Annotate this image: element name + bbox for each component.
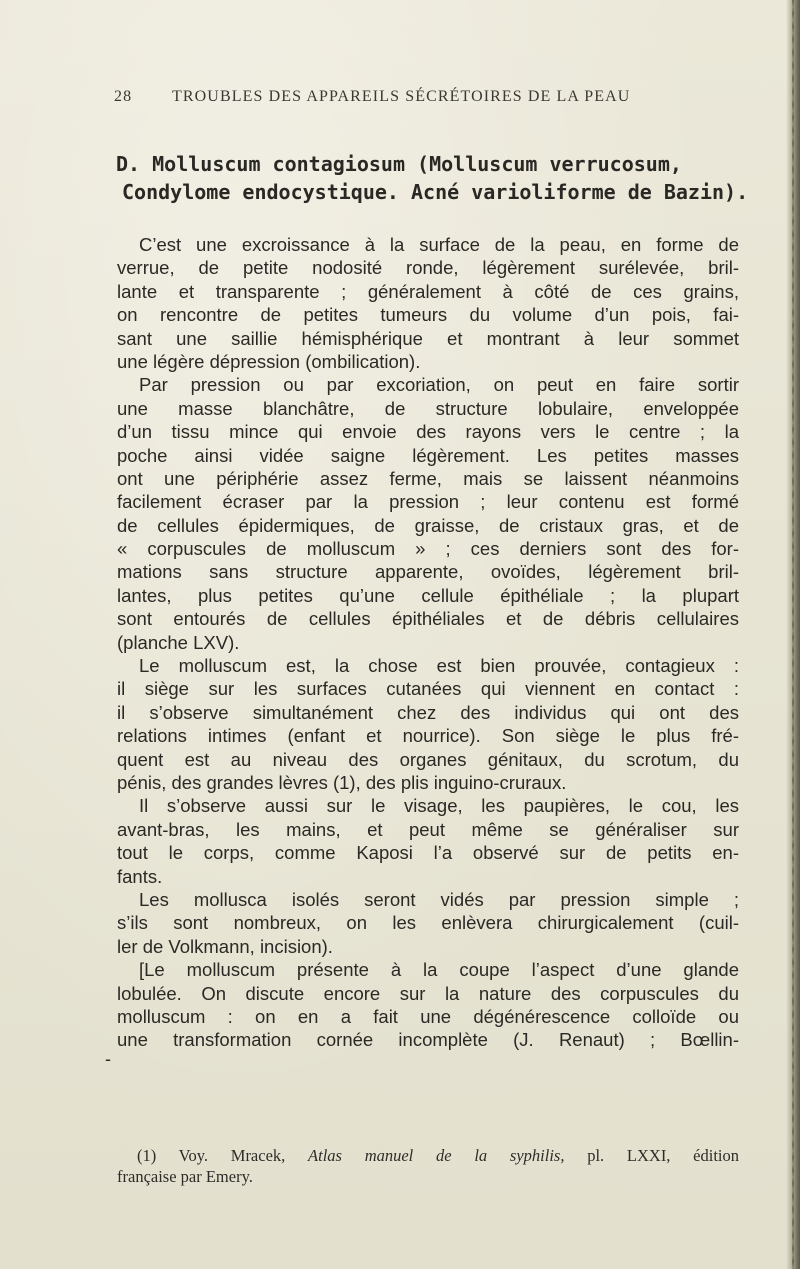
text-line: Les mollusca isolés seront vidés par pression simple ; bbox=[139, 888, 739, 910]
footnote-line-2: française par Emery. bbox=[117, 1167, 253, 1186]
text-line: ler de Volkmann, incision). bbox=[117, 935, 333, 957]
text-line: il s’observe simultanément chez des individus qui ont des bbox=[117, 701, 739, 723]
text-line: d’un tissu mince qui envoie des rayons vers le centre ; la bbox=[117, 421, 739, 443]
text-line: poche ainsi vidée saigne légèrement. Les petites masses bbox=[117, 444, 739, 466]
text-line: on rencontre de petites tumeurs du volume d’un pois, fai- bbox=[117, 304, 739, 326]
running-head bbox=[114, 88, 704, 112]
section-title bbox=[116, 150, 749, 206]
body-text bbox=[117, 233, 739, 1052]
text-line: pénis, des grandes lèvres (1), des plis inguino-cruraux. bbox=[117, 771, 567, 793]
text-line: verrue, de petite nodosité ronde, légèrement surélevée, bril- bbox=[117, 257, 739, 279]
text-line: une transformation cornée incomplète (J. Renaut) ; Bœllin- bbox=[117, 1029, 739, 1051]
text-line: ont une périphérie assez ferme, mais se laissent néanmoins bbox=[117, 467, 739, 489]
text-line: facilement écraser par la pression ; leur contenu est formé bbox=[117, 491, 739, 513]
page-edge bbox=[786, 0, 800, 1269]
text-line: lantes, plus petites qu’une cellule épithéliale ; la plupart bbox=[117, 584, 739, 606]
text-line: molluscum : on en a fait une dégénérescence colloïde ou bbox=[117, 1005, 739, 1027]
text-line: mations sans structure apparente, ovoïdes, légèrement bril- bbox=[117, 561, 739, 583]
text-line: (planche LXV). bbox=[117, 631, 240, 653]
text-line: [Le molluscum présente à la coupe l’aspect d’une glande bbox=[139, 959, 739, 981]
text-line: Le molluscum est, la chose est bien prouvée, contagieux : bbox=[139, 655, 739, 677]
footnote-book-title: Atlas manuel de la syphilis, bbox=[308, 1146, 565, 1165]
text-line: une masse blanchâtre, de structure lobulaire, enveloppée bbox=[117, 397, 739, 419]
text-line: relations intimes (enfant et nourrice). Son siège le plus fré- bbox=[117, 725, 739, 747]
text-line: Par pression ou par excoriation, on peut en faire sortir bbox=[139, 374, 739, 396]
text-line: avant-bras, les mains, et peut même se généraliser sur bbox=[117, 818, 739, 840]
text-line: fants. bbox=[117, 865, 163, 887]
running-title: TROUBLES DES APPAREILS SÉCRÉTOIRES DE LA PEAU bbox=[172, 88, 631, 105]
text-line: lobulée. On discute encore sur la nature des corpuscules du bbox=[117, 982, 739, 1004]
footnote-rest: pl. LXXI, édition bbox=[587, 1146, 740, 1165]
text-line: lante et transparente ; généralement à côté de ces grains, bbox=[117, 280, 739, 302]
section-title-line-1: D. Molluscum contagiosum (Molluscum verrucosum, bbox=[116, 152, 682, 176]
section-title-line-2: Condylome endocystique. Acné varioliforme de Bazin). bbox=[122, 180, 749, 204]
text-line: « corpuscules de molluscum » ; ces derniers sont des for- bbox=[117, 538, 739, 560]
footnote-line-1 bbox=[117, 1145, 739, 1166]
text-line: de cellules épidermiques, de graisse, de cristaux gras, et de bbox=[117, 514, 739, 536]
footnote-marker: (1) Voy. Mracek, bbox=[137, 1146, 286, 1165]
text-line: une légère dépression (ombilication). bbox=[117, 350, 421, 372]
text-line: Il s’observe aussi sur le visage, les paupières, le cou, les bbox=[139, 795, 739, 817]
footnote bbox=[117, 1145, 739, 1187]
text-line: quent est au niveau des organes génitaux, du scrotum, du bbox=[117, 748, 739, 770]
page-number: 28 bbox=[114, 88, 133, 105]
text-line: sont entourés de cellules épithéliales et de débris cellulaires bbox=[117, 608, 739, 630]
text-line: il siège sur les surfaces cutanées qui viennent en contact : bbox=[117, 678, 739, 700]
text-line: s’ils sont nombreux, on les enlèvera chirurgicalement (cuil- bbox=[117, 912, 739, 934]
margin-mark: - bbox=[105, 1049, 111, 1069]
text-line: C’est une excroissance à la surface de la peau, en forme de bbox=[139, 234, 739, 255]
text-line: sant une saillie hémisphérique et montrant à leur sommet bbox=[117, 327, 739, 349]
text-line: tout le corps, comme Kaposi l’a observé sur de petits en- bbox=[117, 842, 739, 864]
